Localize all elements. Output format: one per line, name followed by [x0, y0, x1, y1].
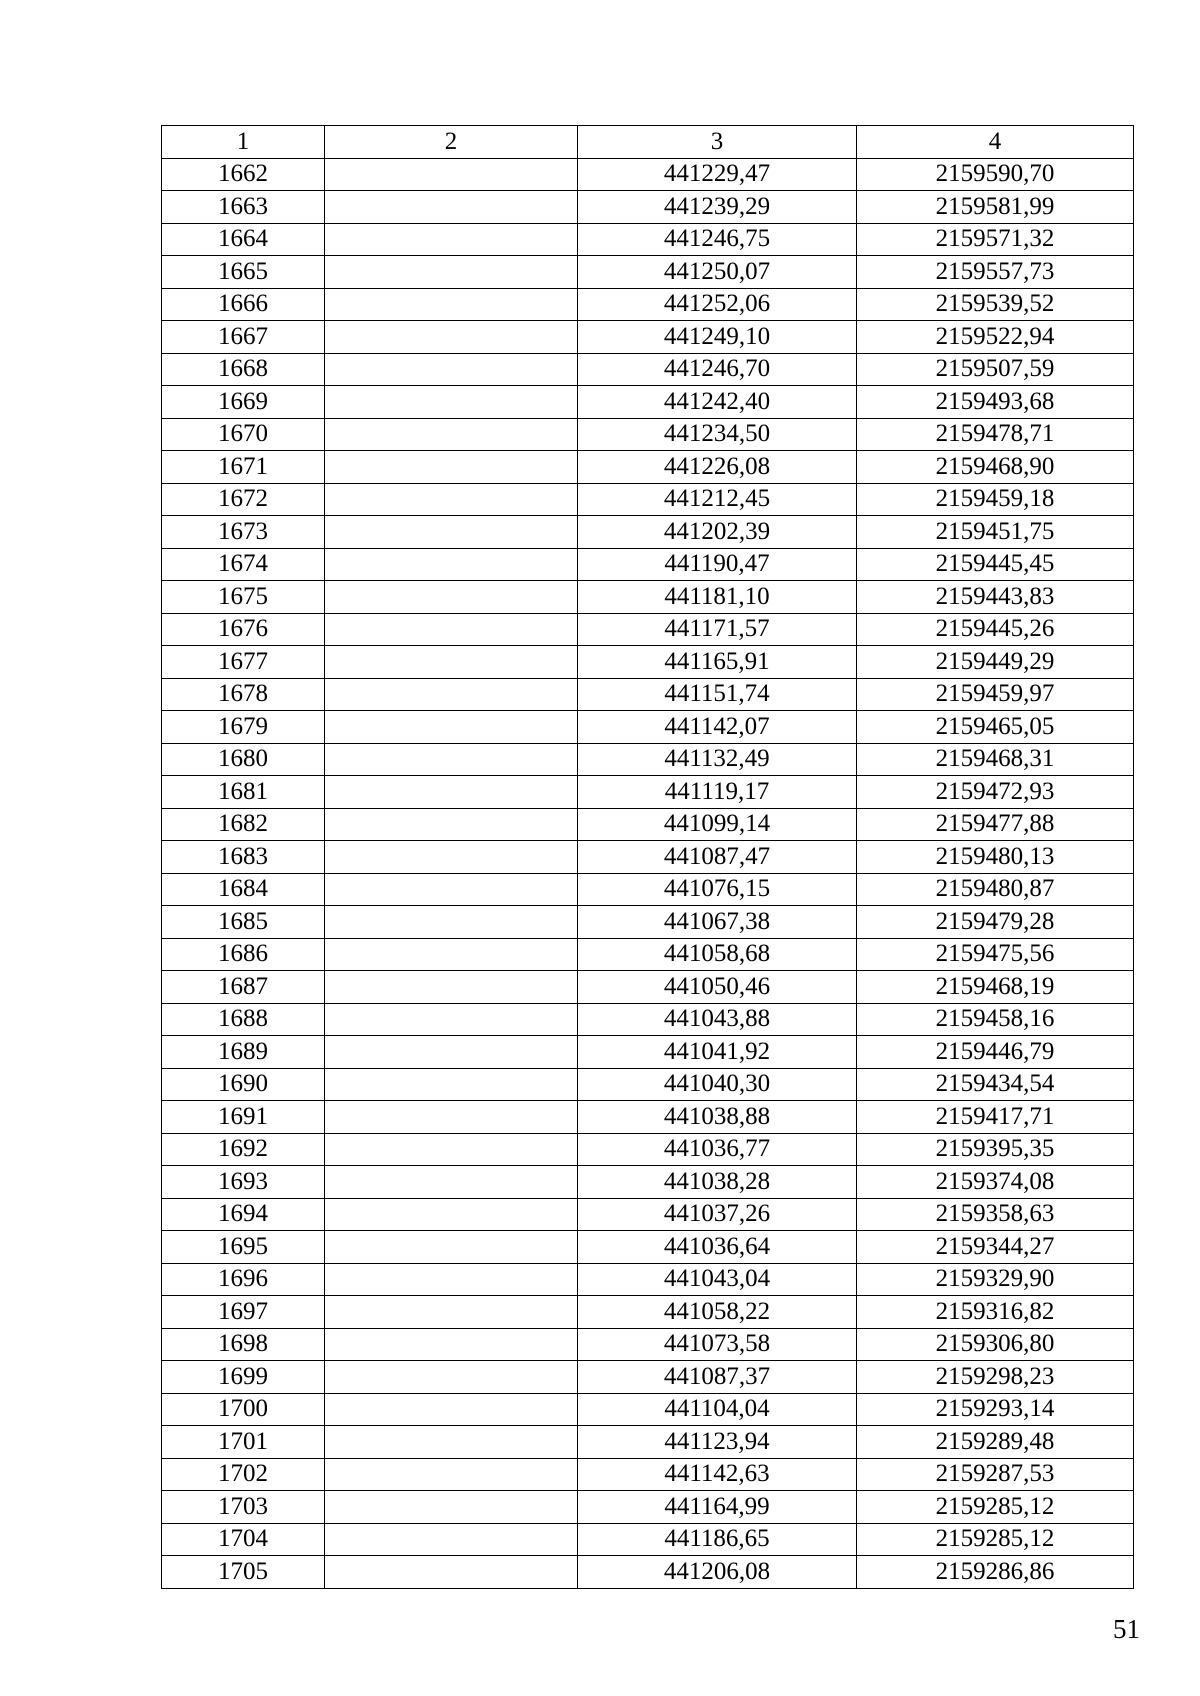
empty-cell — [325, 971, 578, 1004]
x-coordinate-cell: 441038,28 — [578, 1166, 857, 1199]
empty-cell — [325, 1133, 578, 1166]
x-coordinate-cell: 441249,10 — [578, 321, 857, 354]
table-row — [162, 1003, 1134, 1036]
empty-cell — [325, 1491, 578, 1524]
header-cell-2: 2 — [325, 126, 578, 159]
point-number-cell: 1669 — [162, 386, 325, 419]
table-row — [162, 1426, 1134, 1459]
x-coordinate-cell: 441242,40 — [578, 386, 857, 419]
point-number-cell: 1688 — [162, 1003, 325, 1036]
x-coordinate-cell: 441132,49 — [578, 743, 857, 776]
y-coordinate-cell: 2159306,80 — [857, 1328, 1134, 1361]
x-coordinate-cell: 441234,50 — [578, 418, 857, 451]
y-coordinate-cell: 2159465,05 — [857, 711, 1134, 744]
x-coordinate-cell: 441073,58 — [578, 1328, 857, 1361]
y-coordinate-cell: 2159493,68 — [857, 386, 1134, 419]
x-coordinate-cell: 441151,74 — [578, 678, 857, 711]
point-number-cell: 1682 — [162, 808, 325, 841]
table-row — [162, 1523, 1134, 1556]
empty-cell — [325, 483, 578, 516]
table-row — [162, 1556, 1134, 1589]
y-coordinate-cell: 2159287,53 — [857, 1458, 1134, 1491]
y-coordinate-cell: 2159285,12 — [857, 1491, 1134, 1524]
y-coordinate-cell: 2159358,63 — [857, 1198, 1134, 1231]
empty-cell — [325, 1361, 578, 1394]
y-coordinate-cell: 2159480,13 — [857, 841, 1134, 874]
table-row — [162, 873, 1134, 906]
point-number-cell: 1678 — [162, 678, 325, 711]
header-cell-1: 1 — [162, 126, 325, 159]
x-coordinate-cell: 441043,04 — [578, 1263, 857, 1296]
empty-cell — [325, 743, 578, 776]
y-coordinate-cell: 2159478,71 — [857, 418, 1134, 451]
y-coordinate-cell: 2159344,27 — [857, 1231, 1134, 1264]
table-row — [162, 1328, 1134, 1361]
table-row — [162, 158, 1134, 191]
y-coordinate-cell: 2159539,52 — [857, 288, 1134, 321]
table-row — [162, 646, 1134, 679]
x-coordinate-cell: 441038,88 — [578, 1101, 857, 1134]
point-number-cell: 1665 — [162, 256, 325, 289]
table-row — [162, 451, 1134, 484]
point-number-cell: 1674 — [162, 548, 325, 581]
point-number-cell: 1701 — [162, 1426, 325, 1459]
y-coordinate-cell: 2159522,94 — [857, 321, 1134, 354]
table-row — [162, 1133, 1134, 1166]
empty-cell — [325, 386, 578, 419]
table-row — [162, 386, 1134, 419]
empty-cell — [325, 841, 578, 874]
point-number-cell: 1697 — [162, 1296, 325, 1329]
empty-cell — [325, 256, 578, 289]
table-row — [162, 483, 1134, 516]
x-coordinate-cell: 441181,10 — [578, 581, 857, 614]
table-row — [162, 1361, 1134, 1394]
empty-cell — [325, 191, 578, 224]
x-coordinate-cell: 441058,22 — [578, 1296, 857, 1329]
x-coordinate-cell: 441050,46 — [578, 971, 857, 1004]
empty-cell — [325, 353, 578, 386]
empty-cell — [325, 808, 578, 841]
coordinates-table-body — [162, 126, 1134, 1589]
point-number-cell: 1689 — [162, 1036, 325, 1069]
header-cell-3: 3 — [578, 126, 857, 159]
y-coordinate-cell: 2159298,23 — [857, 1361, 1134, 1394]
x-coordinate-cell: 441104,04 — [578, 1393, 857, 1426]
table-row — [162, 418, 1134, 451]
x-coordinate-cell: 441226,08 — [578, 451, 857, 484]
y-coordinate-cell: 2159480,87 — [857, 873, 1134, 906]
table-row — [162, 581, 1134, 614]
empty-cell — [325, 678, 578, 711]
empty-cell — [325, 1166, 578, 1199]
point-number-cell: 1683 — [162, 841, 325, 874]
point-number-cell: 1662 — [162, 158, 325, 191]
point-number-cell: 1691 — [162, 1101, 325, 1134]
y-coordinate-cell: 2159395,35 — [857, 1133, 1134, 1166]
x-coordinate-cell: 441067,38 — [578, 906, 857, 939]
point-number-cell: 1695 — [162, 1231, 325, 1264]
x-coordinate-cell: 441142,63 — [578, 1458, 857, 1491]
y-coordinate-cell: 2159479,28 — [857, 906, 1134, 939]
y-coordinate-cell: 2159475,56 — [857, 938, 1134, 971]
empty-cell — [325, 776, 578, 809]
y-coordinate-cell: 2159446,79 — [857, 1036, 1134, 1069]
point-number-cell: 1704 — [162, 1523, 325, 1556]
y-coordinate-cell: 2159581,99 — [857, 191, 1134, 224]
empty-cell — [325, 646, 578, 679]
x-coordinate-cell: 441212,45 — [578, 483, 857, 516]
empty-cell — [325, 516, 578, 549]
point-number-cell: 1685 — [162, 906, 325, 939]
point-number-cell: 1676 — [162, 613, 325, 646]
table-row — [162, 808, 1134, 841]
empty-cell — [325, 613, 578, 646]
empty-cell — [325, 1426, 578, 1459]
page-number: 51 — [1113, 1614, 1140, 1644]
y-coordinate-cell: 2159445,45 — [857, 548, 1134, 581]
x-coordinate-cell: 441036,64 — [578, 1231, 857, 1264]
empty-cell — [325, 223, 578, 256]
table-row — [162, 906, 1134, 939]
point-number-cell: 1664 — [162, 223, 325, 256]
y-coordinate-cell: 2159459,97 — [857, 678, 1134, 711]
point-number-cell: 1684 — [162, 873, 325, 906]
empty-cell — [325, 1003, 578, 1036]
empty-cell — [325, 581, 578, 614]
point-number-cell: 1672 — [162, 483, 325, 516]
empty-cell — [325, 418, 578, 451]
table-row — [162, 1296, 1134, 1329]
y-coordinate-cell: 2159449,29 — [857, 646, 1134, 679]
point-number-cell: 1694 — [162, 1198, 325, 1231]
empty-cell — [325, 451, 578, 484]
y-coordinate-cell: 2159285,12 — [857, 1523, 1134, 1556]
point-number-cell: 1668 — [162, 353, 325, 386]
y-coordinate-cell: 2159468,31 — [857, 743, 1134, 776]
table-row — [162, 613, 1134, 646]
header-cell-4: 4 — [857, 126, 1134, 159]
table-row — [162, 678, 1134, 711]
table-row — [162, 938, 1134, 971]
x-coordinate-cell: 441142,07 — [578, 711, 857, 744]
point-number-cell: 1693 — [162, 1166, 325, 1199]
empty-cell — [325, 1263, 578, 1296]
x-coordinate-cell: 441087,37 — [578, 1361, 857, 1394]
empty-cell — [325, 158, 578, 191]
table-header-row — [162, 126, 1134, 159]
x-coordinate-cell: 441186,65 — [578, 1523, 857, 1556]
point-number-cell: 1670 — [162, 418, 325, 451]
y-coordinate-cell: 2159507,59 — [857, 353, 1134, 386]
y-coordinate-cell: 2159468,19 — [857, 971, 1134, 1004]
point-number-cell: 1681 — [162, 776, 325, 809]
coordinates-table — [161, 125, 1134, 1589]
x-coordinate-cell: 441252,06 — [578, 288, 857, 321]
x-coordinate-cell: 441058,68 — [578, 938, 857, 971]
y-coordinate-cell: 2159472,93 — [857, 776, 1134, 809]
point-number-cell: 1671 — [162, 451, 325, 484]
point-number-cell: 1686 — [162, 938, 325, 971]
point-number-cell: 1667 — [162, 321, 325, 354]
x-coordinate-cell: 441246,75 — [578, 223, 857, 256]
y-coordinate-cell: 2159557,73 — [857, 256, 1134, 289]
x-coordinate-cell: 441164,99 — [578, 1491, 857, 1524]
point-number-cell: 1700 — [162, 1393, 325, 1426]
x-coordinate-cell: 441206,08 — [578, 1556, 857, 1589]
point-number-cell: 1692 — [162, 1133, 325, 1166]
x-coordinate-cell: 441036,77 — [578, 1133, 857, 1166]
y-coordinate-cell: 2159289,48 — [857, 1426, 1134, 1459]
empty-cell — [325, 1296, 578, 1329]
table-row — [162, 1393, 1134, 1426]
x-coordinate-cell: 441123,94 — [578, 1426, 857, 1459]
empty-cell — [325, 906, 578, 939]
y-coordinate-cell: 2159329,90 — [857, 1263, 1134, 1296]
point-number-cell: 1705 — [162, 1556, 325, 1589]
table-row — [162, 971, 1134, 1004]
table-row — [162, 516, 1134, 549]
x-coordinate-cell: 441037,26 — [578, 1198, 857, 1231]
y-coordinate-cell: 2159417,71 — [857, 1101, 1134, 1134]
table-row — [162, 548, 1134, 581]
empty-cell — [325, 1328, 578, 1361]
x-coordinate-cell: 441250,07 — [578, 256, 857, 289]
y-coordinate-cell: 2159286,86 — [857, 1556, 1134, 1589]
table-row — [162, 1101, 1134, 1134]
y-coordinate-cell: 2159459,18 — [857, 483, 1134, 516]
empty-cell — [325, 1231, 578, 1264]
x-coordinate-cell: 441202,39 — [578, 516, 857, 549]
x-coordinate-cell: 441043,88 — [578, 1003, 857, 1036]
y-coordinate-cell: 2159590,70 — [857, 158, 1134, 191]
x-coordinate-cell: 441229,47 — [578, 158, 857, 191]
x-coordinate-cell: 441165,91 — [578, 646, 857, 679]
empty-cell — [325, 711, 578, 744]
empty-cell — [325, 1198, 578, 1231]
point-number-cell: 1680 — [162, 743, 325, 776]
empty-cell — [325, 288, 578, 321]
empty-cell — [325, 938, 578, 971]
table-row — [162, 1263, 1134, 1296]
table-row — [162, 743, 1134, 776]
x-coordinate-cell: 441239,29 — [578, 191, 857, 224]
table-row — [162, 256, 1134, 289]
table-row — [162, 1491, 1134, 1524]
point-number-cell: 1663 — [162, 191, 325, 224]
table-row — [162, 1068, 1134, 1101]
y-coordinate-cell: 2159477,88 — [857, 808, 1134, 841]
y-coordinate-cell: 2159445,26 — [857, 613, 1134, 646]
y-coordinate-cell: 2159571,32 — [857, 223, 1134, 256]
table-row — [162, 1166, 1134, 1199]
y-coordinate-cell: 2159458,16 — [857, 1003, 1134, 1036]
table-row — [162, 1458, 1134, 1491]
y-coordinate-cell: 2159451,75 — [857, 516, 1134, 549]
table-row — [162, 711, 1134, 744]
empty-cell — [325, 1523, 578, 1556]
point-number-cell: 1679 — [162, 711, 325, 744]
y-coordinate-cell: 2159434,54 — [857, 1068, 1134, 1101]
y-coordinate-cell: 2159374,08 — [857, 1166, 1134, 1199]
table-row — [162, 841, 1134, 874]
empty-cell — [325, 1101, 578, 1134]
x-coordinate-cell: 441190,47 — [578, 548, 857, 581]
point-number-cell: 1690 — [162, 1068, 325, 1101]
point-number-cell: 1699 — [162, 1361, 325, 1394]
point-number-cell: 1703 — [162, 1491, 325, 1524]
table-row — [162, 288, 1134, 321]
empty-cell — [325, 873, 578, 906]
point-number-cell: 1666 — [162, 288, 325, 321]
table-row — [162, 223, 1134, 256]
table-row — [162, 321, 1134, 354]
x-coordinate-cell: 441099,14 — [578, 808, 857, 841]
point-number-cell: 1675 — [162, 581, 325, 614]
x-coordinate-cell: 441087,47 — [578, 841, 857, 874]
x-coordinate-cell: 441040,30 — [578, 1068, 857, 1101]
y-coordinate-cell: 2159443,83 — [857, 581, 1134, 614]
y-coordinate-cell: 2159293,14 — [857, 1393, 1134, 1426]
point-number-cell: 1702 — [162, 1458, 325, 1491]
y-coordinate-cell: 2159468,90 — [857, 451, 1134, 484]
x-coordinate-cell: 441119,17 — [578, 776, 857, 809]
empty-cell — [325, 1393, 578, 1426]
table-row — [162, 1231, 1134, 1264]
point-number-cell: 1677 — [162, 646, 325, 679]
point-number-cell: 1673 — [162, 516, 325, 549]
point-number-cell: 1698 — [162, 1328, 325, 1361]
x-coordinate-cell: 441041,92 — [578, 1036, 857, 1069]
table-row — [162, 1036, 1134, 1069]
point-number-cell: 1696 — [162, 1263, 325, 1296]
x-coordinate-cell: 441076,15 — [578, 873, 857, 906]
point-number-cell: 1687 — [162, 971, 325, 1004]
empty-cell — [325, 321, 578, 354]
table-row — [162, 1198, 1134, 1231]
table-row — [162, 191, 1134, 224]
empty-cell — [325, 548, 578, 581]
x-coordinate-cell: 441246,70 — [578, 353, 857, 386]
x-coordinate-cell: 441171,57 — [578, 613, 857, 646]
table-row — [162, 353, 1134, 386]
empty-cell — [325, 1068, 578, 1101]
table-row — [162, 776, 1134, 809]
y-coordinate-cell: 2159316,82 — [857, 1296, 1134, 1329]
empty-cell — [325, 1556, 578, 1589]
empty-cell — [325, 1458, 578, 1491]
empty-cell — [325, 1036, 578, 1069]
